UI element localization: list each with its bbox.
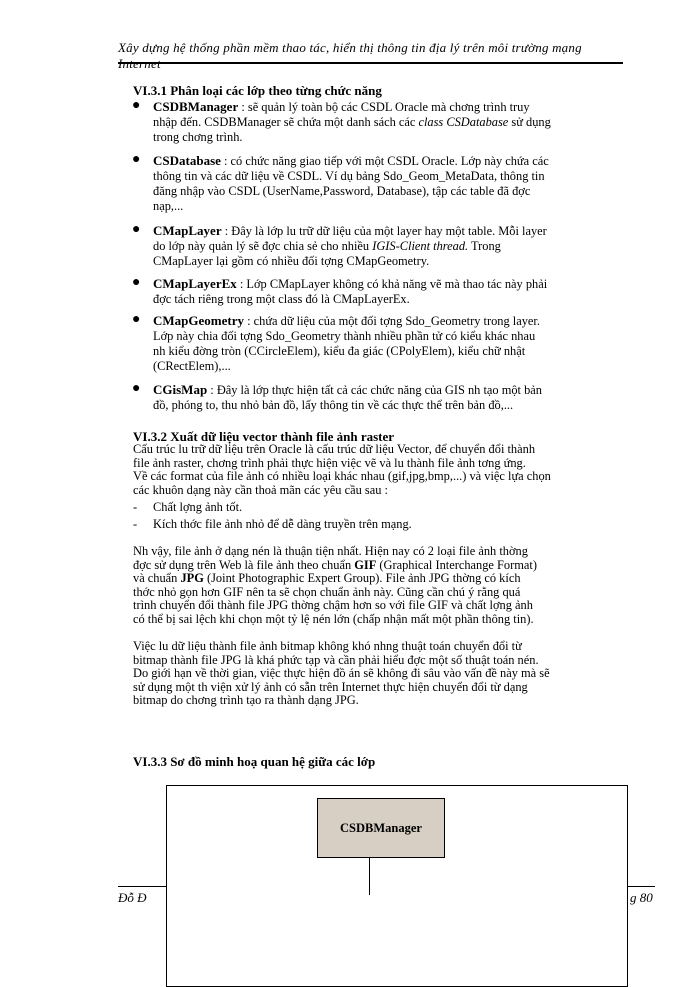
bullet-icon: ● [132,222,141,237]
class-name: CGisMap [153,382,208,397]
list-item: CSDBManager : sẽ quản lý toàn bộ các CSDL Oracle mà chơng trình truy nhập đến. CSDBManager sẽ chứa một danh sách các class CSDatabase sử dụng trong chơng trình. [153,99,551,144]
class-diagram [166,785,628,987]
bullet-icon: ● [132,98,141,113]
section-heading-3: VI.3.3 Sơ đồ minh hoạ quan hệ giữa các lớp [133,754,376,769]
list-item: CGisMap : Đây là lớp thực hiện tất cả các chức năng của GIS nh tạo một bản đồ, phóng to, thu nhỏ bản đồ, lấy thông tin về các thực thể trên bản đồ,... [153,382,542,412]
requirement-item: Kích thớc file ảnh nhỏ để dễ dàng truyền trên mạng. [153,517,412,531]
requirement-item: Chất lợng ảnh tốt. [153,500,243,514]
bullet-icon: ● [132,312,141,327]
dash-marker: - [133,517,138,531]
list-item: CMapLayer : Đây là lớp lu trữ dữ liệu của một layer hay một table. Mỗi layer do lớp này quản lý sẽ đợc chia sẻ cho nhiều IGIS-Client thread. Trong CMapLayer lại gồm có nhiều đối tợng CMapGeometry. [153,223,547,268]
footer-rule-left [118,886,166,887]
paragraph-2: Nh vậy, file ảnh ở dạng nén là thuận tiện nhất. Hiện nay có 2 loại file ảnh thờng đợc sử dụng trên Web là file ảnh theo chuẩn GIF (Graphical Interchange Format) và chuẩn JPG (Joint Photographic Expert Group). File ảnh JPG thờng có kích thớc nhỏ gọn hơn GIF nên ta sẽ chọn chuẩn ảnh này. Cũng cần chú ý rằng quá trình chuyển đổi thành file JPG thờng chậm hơn so với file GIF và chất lợng ảnh có thể bị sai lệch khi chọn một tỷ lệ nén lớn (chấp nhận mất một phần thông tin). [133,544,537,626]
class-name: CMapLayer [153,223,222,238]
list-item: CMapGeometry : chứa dữ liệu của một đối tợng Sdo_Geometry trong layer. Lớp này chia đối tợng Sdo_Geometry thành nhiều phần tử có kiểu khác nhau nh kiểu đờng tròn (CCircleElem), kiểu đa giác (CPolyElem), kiểu chữ nhật (CRectElem),... [153,313,540,373]
page-header: Xây dựng hệ thống phần mềm thao tác, hiển thị thông tin địa lý trên môi trường mạng Internet [118,40,582,71]
header-rule [118,62,623,64]
gif-term: GIF [354,557,377,572]
list-item: CMapLayerEx : Lớp CMapLayer không có khả năng vẽ mà thao tác này phải đợc tách riêng trong một class đó là CMapLayerEx. [153,276,548,306]
class-name: CSDatabase [153,153,221,168]
footer-rule-right [627,886,655,887]
section-heading-1: VI.3.1 Phân loại các lớp theo từng chức năng [133,83,382,98]
bullet-icon: ● [132,381,141,396]
paragraph-1: Cấu trúc lu trữ dữ liệu trên Oracle là cấu trúc dữ liệu Vector, để chuyển đổi thành file ảnh raster, chơng trình phải thực hiện việc vẽ và lu thành file ảnh tơng ứng. Về các format của file ảnh có nhiều loại khác nhau (gif,jpg,bmp,...) và việc lựa chọn các khuôn dạng này cần thoả mãn các yêu cầu sau : [133,442,551,497]
footer-page-number: g 80 [630,890,653,905]
bullet-icon: ● [132,152,141,167]
class-name: CSDBManager [153,99,239,114]
dash-marker: - [133,500,138,514]
class-name: CMapLayerEx [153,276,237,291]
footer-left: Đỗ Đ [118,890,147,905]
bullet-icon: ● [132,275,141,290]
list-item: CSDatabase : có chức năng giao tiếp với một CSDL Oracle. Lớp này chứa các thông tin và các dữ liệu về CSDL. Ví dụ bảng Sdo_Geom_MetaData, thông tin đăng nhập vào CSDL (UserName,Password, Database), tập các table đã đợc nạp,... [153,153,549,213]
connector-line [369,857,370,895]
diagram-node: CSDBManager [317,798,445,858]
jpg-term: JPG [180,571,204,585]
class-name: CMapGeometry [153,313,244,328]
section-heading-2: VI.3.2 Xuất dữ liệu vector thành file ảnh raster [133,429,395,444]
paragraph-3: Việc lu dữ liệu thành file ảnh bitmap không khó nhng thuật toán chuyển đổi từ bitmap thành file JPG là khá phức tạp và cần phải hiểu đợc một số thuật toán nén. Do giới hạn về thời gian, việc thực hiện đồ án sẽ không đi sâu vào vấn đề này mà sẽ sử dụng một th viện xử lý ảnh có sẵn trên Internet thực hiện chuyển đổi từ dạng bitmap do chơng trình tạo ra thành dạng JPG. [133,639,550,707]
